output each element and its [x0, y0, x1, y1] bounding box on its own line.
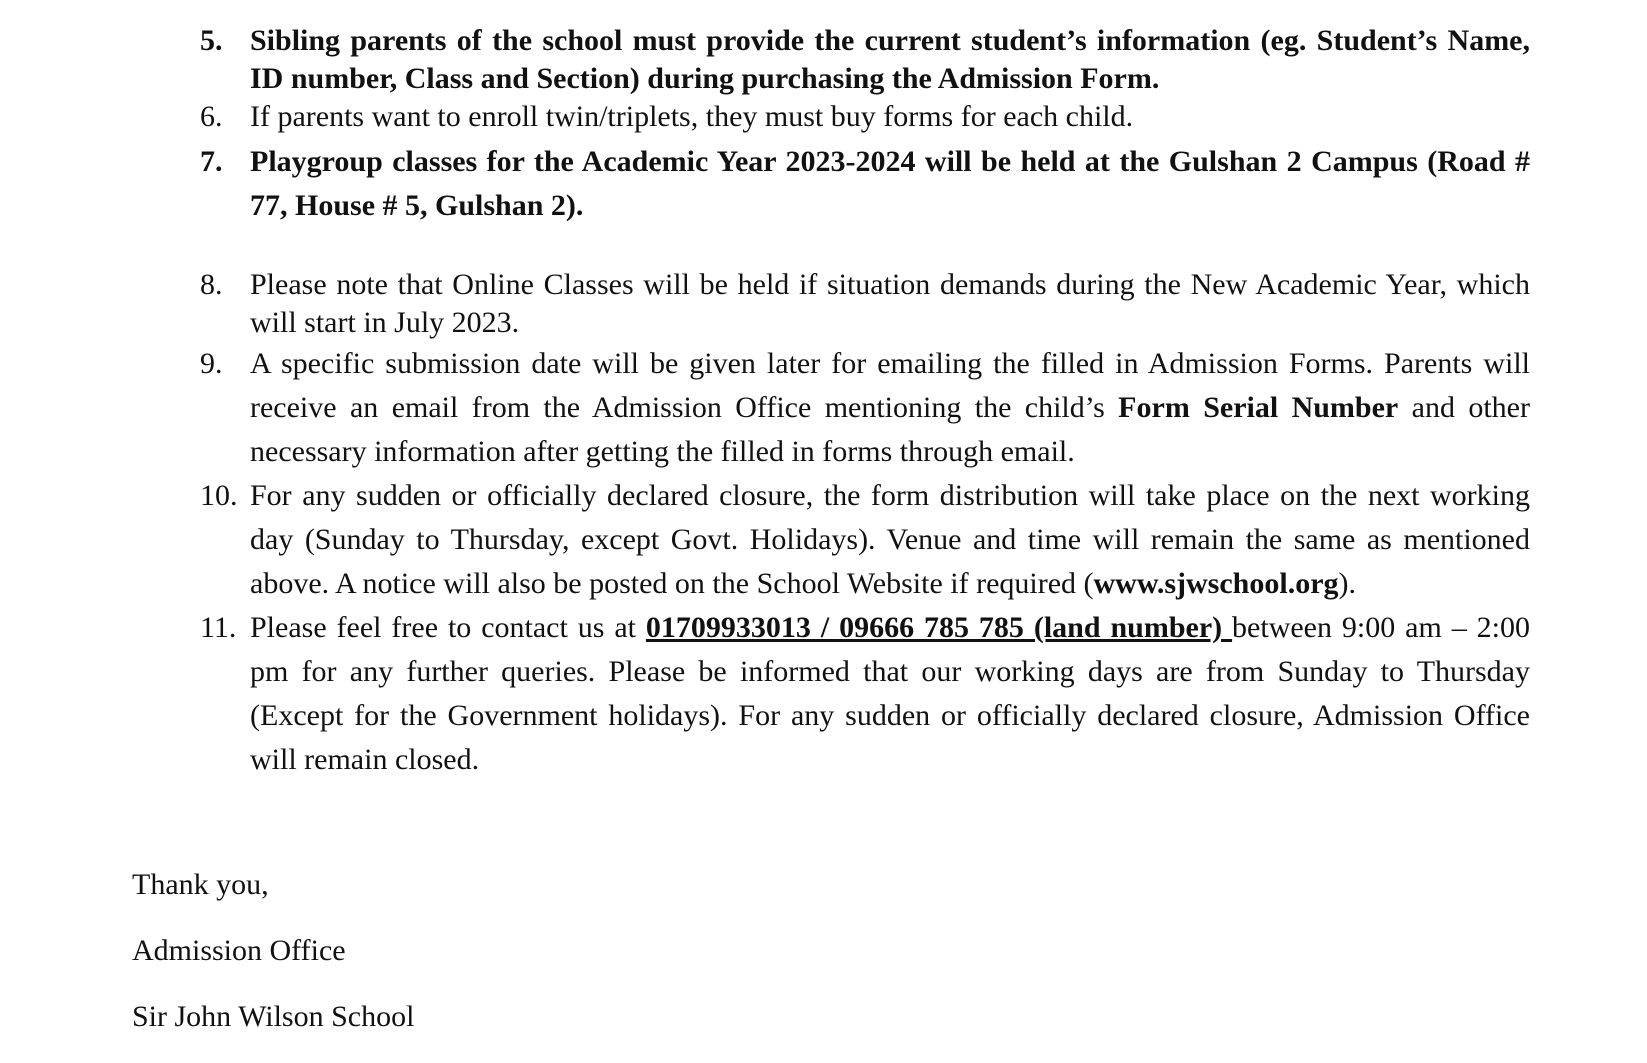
notice-item-9: [200, 342, 1530, 474]
item-text: A specific submission date will be given later for emailing the filled in Admission Forms. Parents will receive an email from the Admission Office mentioning the child’s: [250, 347, 1530, 424]
item-text: ).: [1338, 567, 1357, 600]
item-text: Please note that Online Classes will be held if situation demands during the New Academic Year, which will start in July 2023.: [250, 268, 1530, 339]
notice-item-5: [200, 22, 1530, 98]
signoff-office: Admission Office: [132, 934, 346, 967]
notice-item-11: [200, 606, 1530, 782]
item-number: 7.: [200, 145, 223, 178]
item-text: If parents want to enroll twin/triplets, they must buy forms for each child.: [250, 100, 1134, 133]
contact-phone-numbers[interactable]: 01709933013 / 09666 785 785 (land number): [645, 611, 1233, 644]
signoff-thanks: Thank you,: [132, 868, 269, 901]
item-text: Playgroup classes for the Academic Year 2023-2024 will be held at the Gulshan 2 Campus (Road # 77, House # 5, Gulshan 2).: [250, 145, 1530, 222]
form-serial-number-emphasis: Form Serial Number: [1118, 391, 1399, 424]
school-website-link[interactable]: www.sjwschool.org: [1093, 567, 1339, 600]
item-number: 6.: [200, 100, 223, 133]
item-text: For any sudden or officially declared closure, the form distribution will take place on the next working day (Sunday to Thursday, except Govt. Holidays). Venue and time will remain the same as mentioned above. A notice will also be posted on the School Website if required (: [250, 479, 1530, 600]
notice-item-7: [200, 140, 1530, 228]
item-number: 5.: [200, 24, 223, 57]
item-text: Sibling parents of the school must provide the current student’s information (eg. Student’s Name, ID number, Class and Section) during purchasing the Admission Form.: [250, 24, 1530, 95]
item-number: 8.: [200, 268, 223, 301]
notice-list: [200, 22, 1530, 782]
item-number: 11.: [200, 611, 237, 644]
item-text: and other necessary information after getting the filled in forms through email.: [250, 391, 1530, 468]
item-number: 10.: [200, 479, 238, 512]
notice-item-10: [200, 474, 1530, 606]
item-number: 9.: [200, 347, 223, 380]
notice-item-8: [200, 266, 1530, 342]
notice-item-6: [200, 98, 1530, 136]
signoff-school: Sir John Wilson School: [132, 1000, 415, 1033]
item-text: between 9:00 am – 2:00 pm for any further queries. Please be informed that our working days are from Sunday to Thursday (Except for the Government holidays). For any sudden or officially declared closure, Admission Office will remain closed.: [250, 611, 1530, 776]
item-text: Please feel free to contact us at: [250, 611, 646, 644]
